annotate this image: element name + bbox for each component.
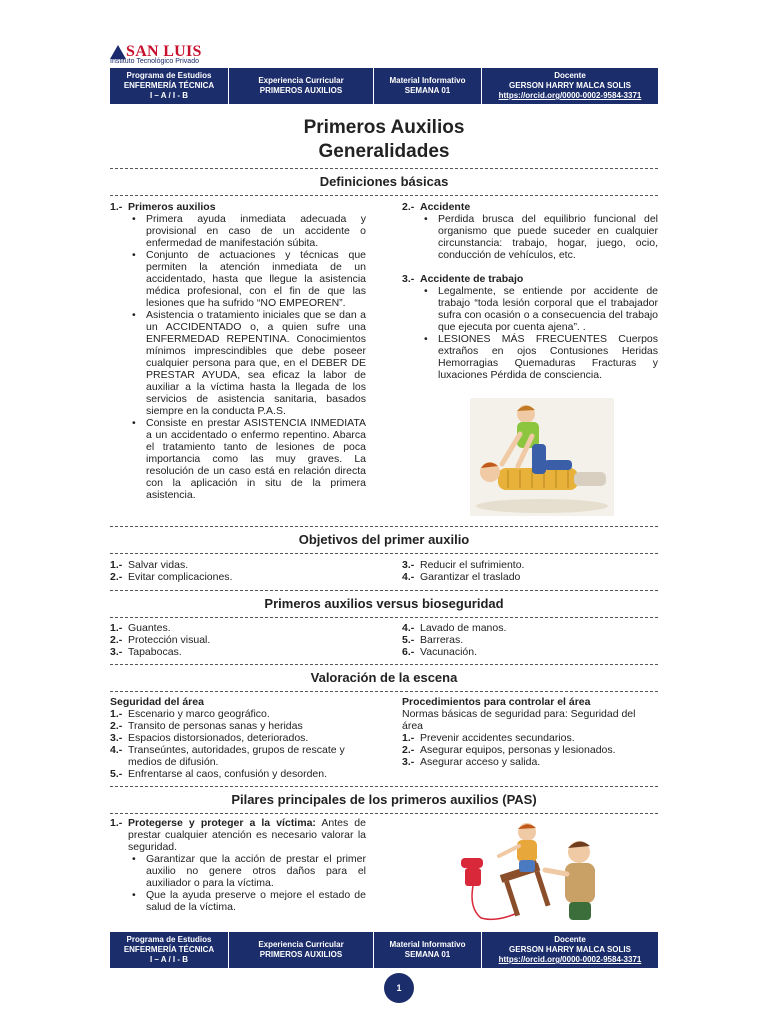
header-program-value: ENFERMERÍA TÉCNICA: [123, 81, 215, 90]
def3-number: 3.-: [402, 273, 415, 285]
list-item: 2.- Transito de personas sanas y heridas: [110, 720, 303, 732]
section-definiciones: Definiciones básicas: [110, 168, 658, 196]
def3-bullet: • Legalmente, se entiende por accidente de trabajo “toda lesión corporal que el trabajador sufra con ocasión o a consecuencia del trabajo que ejecuta por cuenta ajena”. .: [402, 285, 658, 333]
list-item: 5.- Enfrentarse al caos, confusión y desorden.: [110, 768, 328, 780]
versus-right-list: [402, 622, 658, 658]
def1-number: 1.-: [110, 201, 123, 213]
list-item: 3.- Espacios distorsionados, deteriorados.: [110, 732, 309, 744]
def3-bullet: • LESIONES MÁS FRECUENTES Cuerpos extraños en ojos Contusiones Heridas Hemorragias Quemaduras Fracturas y luxaciones Pérdida de consciencia.: [402, 333, 658, 381]
header-program-groups: I – A / I - B: [149, 91, 189, 100]
procedimientos-heading: Procedimientos para controlar el área: [402, 696, 591, 708]
footer-program-label: Programa de Estudios: [126, 935, 212, 944]
helper-and-victim-icon: [470, 398, 614, 516]
list-item: 1.- Salvar vidas.: [110, 559, 189, 571]
list-item: 4.- Garantizar el traslado: [402, 571, 521, 583]
header-course-label: Experiencia Curricular: [258, 76, 344, 85]
section-versus: Primeros auxilios versus bioseguridad: [110, 590, 658, 618]
footer-teacher-label: Docente: [554, 935, 586, 944]
def1-bullet: • Consiste en prestar ASISTENCIA INMEDIATA a un accidentado o enfermo repentino. Abarca el tratamiento tanto de lesiones de poca importancia como las muy graves. La resolución de un caso está en relación directa con la aplicación in situ de la primera asistencia.: [110, 417, 366, 501]
header-program-label: Programa de Estudios: [126, 71, 212, 80]
footer-orcid-link[interactable]: https://orcid.org/0000-0002-9584-3371: [498, 955, 642, 964]
header-program-cell: [110, 68, 229, 104]
footer-course-cell: [229, 932, 374, 968]
logo-triangle-icon: [110, 45, 126, 59]
list-item: 3.- Reducir el sufrimiento.: [402, 559, 525, 571]
definitions-right-column: [402, 201, 658, 381]
valoracion-left-column: [110, 696, 366, 780]
footer-course-label: Experiencia Curricular: [258, 940, 344, 949]
home-accident-illustration: [455, 818, 615, 928]
footer-material-value: SEMANA 01: [404, 950, 451, 959]
footer-program-groups: I – A / I - B: [149, 955, 189, 964]
footer-material-label: Material Informativo: [389, 940, 466, 949]
list-item: 5.- Barreras.: [402, 634, 464, 646]
def1-bullet: • Primera ayuda inmediata adecuada y provisional en caso de un accidente o enfermedad de manifestación súbita.: [110, 213, 366, 249]
def1-heading: Primeros auxilios: [128, 201, 216, 213]
list-item: 6.- Vacunación.: [402, 646, 478, 658]
header-course-value: PRIMEROS AUXILIOS: [259, 86, 343, 95]
list-item: 3.- Asegurar acceso y salida.: [402, 756, 541, 768]
versus-left-list: [110, 622, 366, 658]
header-orcid-link[interactable]: https://orcid.org/0000-0002-9584-3371: [498, 91, 642, 100]
list-item: 4.- Transeúntes, autoridades, grupos de rescate y medios de difusión.: [110, 744, 345, 768]
valoracion-right-column: [402, 696, 658, 768]
list-item: 3.- Tapabocas.: [110, 646, 182, 658]
page-title: Primeros Auxilios: [303, 117, 465, 138]
pilar-bullet: • Garantizar que la acción de prestar el primer auxilio no genere otros daños para el auxiliador o para la víctima.: [110, 853, 366, 889]
header-course-cell: [229, 68, 374, 104]
institute-logo: [110, 44, 220, 66]
header-material-value: SEMANA 01: [404, 86, 451, 95]
list-item: 2.- Evitar complicaciones.: [110, 571, 233, 583]
logo-name: SAN LUIS: [126, 43, 202, 60]
pilar-item: [110, 817, 366, 853]
list-item: 4.- Lavado de manos.: [402, 622, 507, 634]
header-material-cell: [374, 68, 482, 104]
section-pilares: Pilares principales de los primeros auxilios (PAS): [110, 786, 658, 814]
pilar-text: Antes de prestar cualquier atención es necesario valorar la seguridad.: [128, 817, 366, 853]
footer-teacher-cell: [482, 932, 658, 968]
header-teacher-value: GERSON HARRY MALCA SOLIS: [509, 81, 631, 90]
objetivos-right-list: [402, 559, 658, 583]
footer-material-cell: [374, 932, 482, 968]
header-table-bottom: [110, 932, 658, 968]
list-item: 2.- Protección visual.: [110, 634, 211, 646]
def1-bullet: • Asistencia o tratamiento iniciales que se dan a un ACCIDENTADO o, a quien sufre una ENFERMEDAD REPENTINA. Conocimientos mínimos imprescindibles que debe poseer cualquier persona para que, en el DEBER DE PRESTAR AYUDA, sea eficaz la labor de auxiliar a la víctima hasta la llegada de los servicios de asistencia sanitaria, basados siempre en la conducta P.A.S.: [110, 309, 366, 417]
footer-course-value: PRIMEROS AUXILIOS: [259, 950, 343, 959]
footer-program-value: ENFERMERÍA TÉCNICA: [123, 945, 215, 954]
header-table-top: [110, 68, 658, 104]
pilar-bullet: • Que la ayuda preserve o mejore el estado de salud de la víctima.: [110, 889, 366, 913]
list-item: 1.- Prevenir accidentes secundarios.: [402, 732, 575, 744]
procedimientos-intro: Normas básicas de seguridad para: Seguridad del área: [402, 708, 636, 732]
list-item: 2.- Asegurar equipos, personas y lesionados.: [402, 744, 616, 756]
def3-heading: Accidente de trabajo: [420, 273, 524, 285]
header-teacher-label: Docente: [554, 71, 586, 80]
def2-number: 2.-: [402, 201, 415, 213]
page-subtitle: Generalidades: [318, 141, 450, 162]
first-aid-illustration: [470, 398, 614, 516]
footer-teacher-value: GERSON HARRY MALCA SOLIS: [509, 945, 631, 954]
def2-heading: Accidente: [420, 201, 471, 213]
page-number-badge: 1: [384, 973, 414, 1003]
list-item: 1.- Escenario y marco geográfico.: [110, 708, 270, 720]
footer-program-cell: [110, 932, 229, 968]
pilar-number: 1.-: [110, 817, 123, 829]
section-objetivos: Objetivos del primer auxilio: [110, 526, 658, 554]
list-item: 1.- Guantes.: [110, 622, 171, 634]
objetivos-left-list: [110, 559, 366, 583]
pilar-heading: Protegerse y proteger a la víctima:: [128, 817, 316, 829]
header-material-label: Material Informativo: [389, 76, 466, 85]
seguridad-heading: Seguridad del área: [110, 696, 204, 708]
definitions-left-column: [110, 201, 366, 501]
header-teacher-cell: [482, 68, 658, 104]
child-on-chair-icon: [455, 818, 615, 928]
logo-subtitle: Instituto Tecnológico Privado: [110, 58, 199, 65]
pilares-column: [110, 817, 366, 913]
def1-bullet: • Conjunto de actuaciones y técnicas que permiten la atención inmediata de un accidentado, hasta que llegue la asistencia médica profesional, con el fin de que las lesiones que ha sufrido “NO EMPEOREN”.: [110, 249, 366, 309]
def2-bullet: • Perdida brusca del equilibrio funcional del organismo que puede suceder en cualquier circunstancia: trabajo, hogar, juego, ocio, conducción de vehículos, etc.: [402, 213, 658, 261]
section-valoracion: Valoración de la escena: [110, 664, 658, 692]
